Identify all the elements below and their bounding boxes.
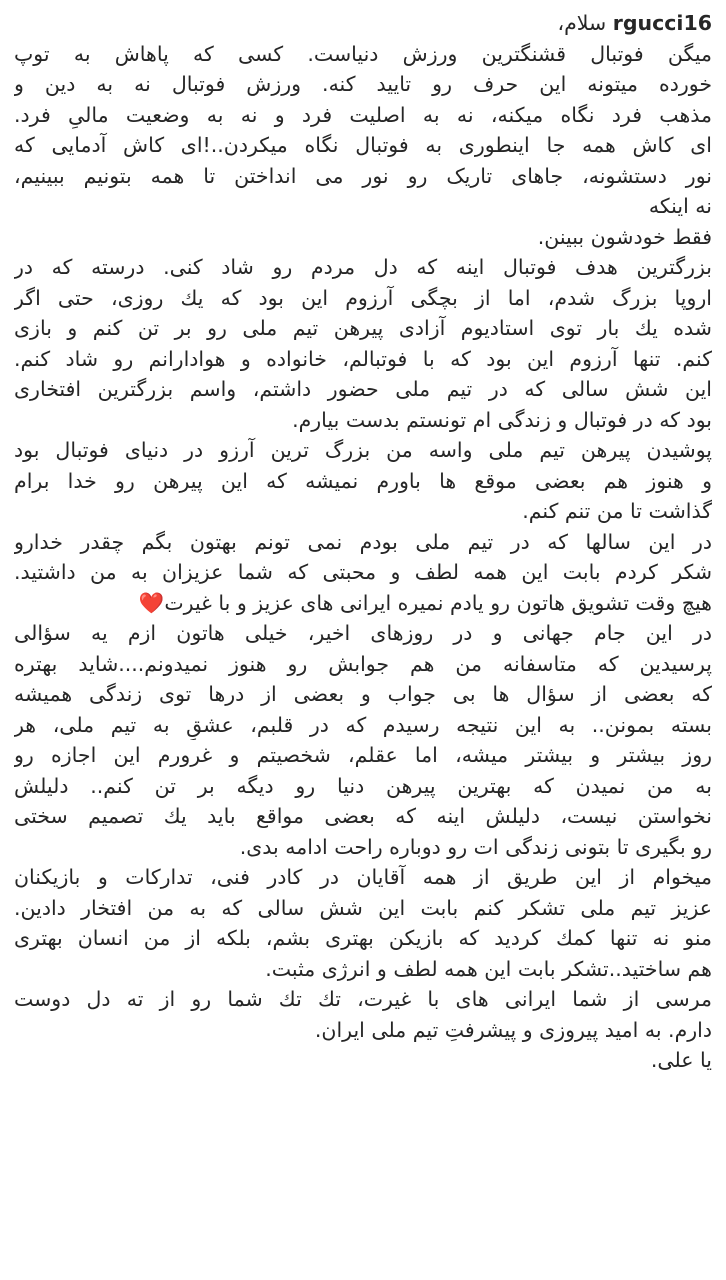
caption-line: اروپا بزرگ شدم، اما از بچگی آرزوم این بود که یك روزی، حتی اگر [14, 285, 712, 310]
caption-line: گذاشت تا من تنم کنم. [522, 499, 712, 523]
caption-line: دارم. به امید پیروزی و پیشرفتِ تیم ملی ایران. [314, 1017, 712, 1042]
caption-line: بزرگترین هدف فوتبال اینه که دل مردم رو شاد کنی. درسته که در [14, 255, 712, 279]
caption-line: بود که در فوتبال و زندگی ام تونستم بدست بیارم. [292, 407, 712, 432]
caption-line: میخوام از این طریق از همه آقایان در کادر فنی، تدارکات و بازیکنان [14, 865, 712, 889]
caption-line: فقط خودشون ببینن. [537, 224, 712, 249]
caption-line: نور دستشونه، جاهای تاریک رو نور می انداختن تا همه بتونیم ببینیم، [14, 163, 712, 188]
post-caption [14, 8, 712, 1276]
caption-line: کنم. تنها آرزوم این بود که با فوتبالم، خانواده و هوادارانم رو شاد کنم. [14, 346, 712, 371]
caption-line: شکر کردم بابت این همه لطف و محبتی که شما عزیزان به من داشتید. [14, 560, 712, 584]
caption-line: به من نمیدن که بهترین پیرهن دنیا رو دیگه بر تن کنم.. دلیلش [14, 773, 712, 798]
caption-line-with-heart [14, 588, 712, 619]
caption-line: مرسی از شما ایرانی های با غیرت، تك تك شما رو از ته دل دوست [14, 987, 712, 1011]
caption-line: ای کاش همه جا اینطوری به فوتبال نگاه میکردن..!ای کاش آدمایی که [14, 133, 712, 157]
caption-line: پرسیدین که متاسفانه من هم جوابش رو هنوز نمیدونم....شاید بهتره [14, 651, 712, 676]
caption-line: پوشیدن پیرهن تیم ملی واسه من بزرگ ترین آرزو در دنیای فوتبال بود [14, 438, 712, 462]
caption-line: شده یك بار توی استادیوم آزادی پیرهن تیم ملی رو بر تن کنم و بازی [14, 316, 712, 340]
username-link[interactable]: rgucci16 [612, 11, 712, 35]
caption-line: منو نه تنها کمك کردید که بازیکن بهتری بشم، بلکه از من انسان بهتری [14, 926, 712, 950]
caption-line: روز بیشتر و بیشتر میشه، اما عقلم، شخصیتم و غرورم این اجازه رو [14, 743, 712, 767]
caption-line: در این جام جهانی و در روزهای اخیر، خیلی هاتون ازم یه سؤالی [14, 621, 712, 645]
caption-line: میگن فوتبال قشنگترین ورزش دنیاست. کسی که پاهاش به توپ [14, 41, 712, 66]
caption-line: بسته بمونن.. به این نتیجه رسیدم که در قلبم، عشقِ به تیم ملی، هر [14, 712, 712, 737]
greeting-text: سلام، [557, 11, 607, 35]
caption-line: هم ساختید..تشکر بابت این همه لطف و انرژی مثبت. [265, 956, 712, 981]
caption-line: که بعضی از سؤال ها بی جواب و بعضی از درها توی زندگی همیشه [14, 682, 712, 706]
caption-line: نه اینکه [648, 194, 712, 218]
caption-line: رو بگیری تا بتونی زندگی ات رو دوباره راحت ادامه بدی. [239, 834, 712, 859]
caption-line: مذهب فرد نگاه میکنه، نه به اصلیت فرد و نه به وضعیت مالیِ فرد. [14, 102, 712, 127]
caption-line: این شش سالی که در تیم ملی حضور داشتم، واسم بزرگترین افتخاری [14, 377, 712, 401]
caption-first-line [14, 8, 712, 39]
caption-line: و هنوز هم بعضی موقع ها باورم نمیشه که این پیرهن رو خدا برام [14, 468, 712, 493]
heart-emoji-icon: ❤️ [138, 590, 165, 615]
caption-line-text: هیچ وقت تشویق هاتون رو یادم نمیره ایرانی های عزیز و با غیرت [164, 590, 712, 615]
caption-line: نخواستن نیست، دلیلش اینه که بعضی مواقع باید یك تصمیم سختی [14, 804, 712, 828]
caption-line: خورده میتونه این حرف رو تایید کنه. ورزش فوتبال نه به دین و [14, 72, 712, 96]
caption-line: در این سالها که در تیم ملی بودم نمی تونم بهتون بگم چقدر خدارو [14, 529, 712, 554]
caption-line: عزیز تیم ملی تشکر کنم بابت این شش سالی که به من افتخار دادین. [14, 895, 712, 920]
caption-line: یا علی. [650, 1048, 712, 1072]
